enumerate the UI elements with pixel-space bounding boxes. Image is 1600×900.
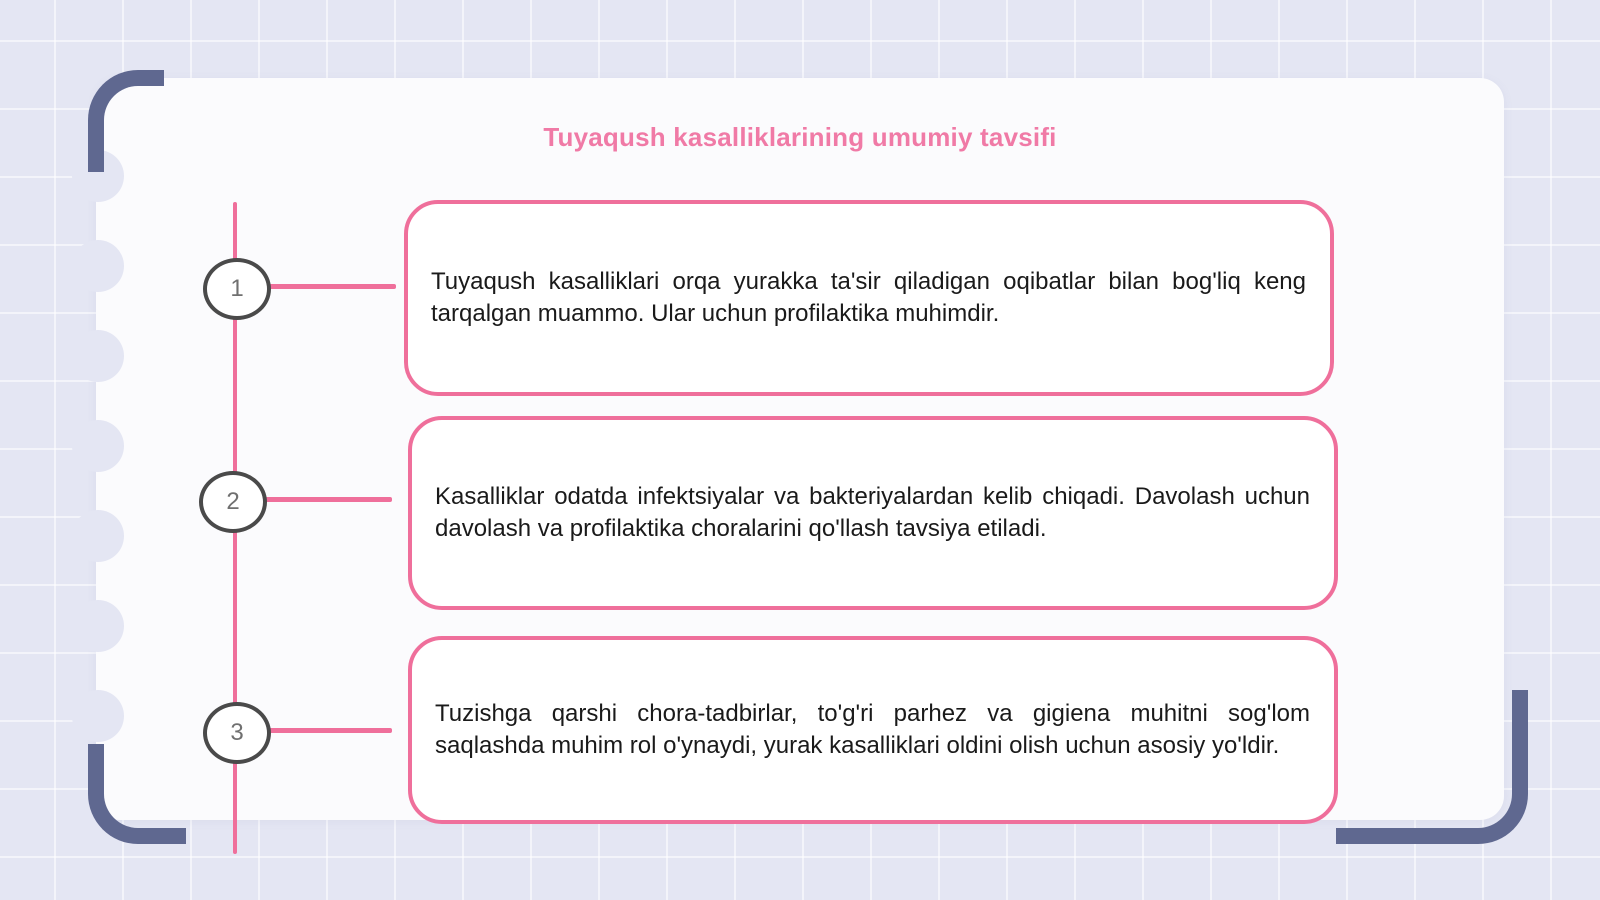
step-text: Tuzishga qarshi chora-tadbirlar, to'g'ri parhez va gigiena muhitni sog'lom saqlashda muhim rol o'ynaydi, yurak kasalliklari oldini olish uchun asosiy yo'ldir. (435, 700, 1310, 759)
paper-edge-notch (72, 600, 124, 652)
corner-bracket-top-left (88, 70, 164, 172)
step-number-badge: 2 (199, 471, 267, 533)
corner-bracket-bottom-left (88, 744, 186, 844)
step-number-badge: 1 (203, 258, 271, 320)
paper-edge-notch (72, 240, 124, 292)
step-connector (262, 497, 392, 502)
page-title: Tuyaqush kasalliklarining umumiy tavsifi (543, 122, 1057, 152)
step-card (404, 200, 1334, 396)
paper-edge-notch (72, 690, 124, 742)
step-text: Tuyaqush kasalliklari orqa yurakka ta'sir qiladigan oqibatlar bilan bog'liq keng tarqalgan muammo. Ular uchun profilaktika muhimdir. (431, 268, 1306, 327)
paper-edge-notch (72, 510, 124, 562)
corner-bracket-bottom-right (1336, 690, 1528, 844)
step-card (408, 636, 1338, 824)
step-number-badge: 3 (203, 702, 271, 764)
step-text: Kasalliklar odatda infektsiyalar va bakteriyalardan kelib chiqadi. Davolash uchun davolash va profilaktika choralarini qo'llash tavsiya etiladi. (435, 483, 1310, 542)
step-connector (266, 728, 392, 733)
step-card (408, 416, 1338, 610)
paper-edge-notch (72, 330, 124, 382)
step-connector (266, 284, 396, 289)
paper-edge-notch (72, 420, 124, 472)
